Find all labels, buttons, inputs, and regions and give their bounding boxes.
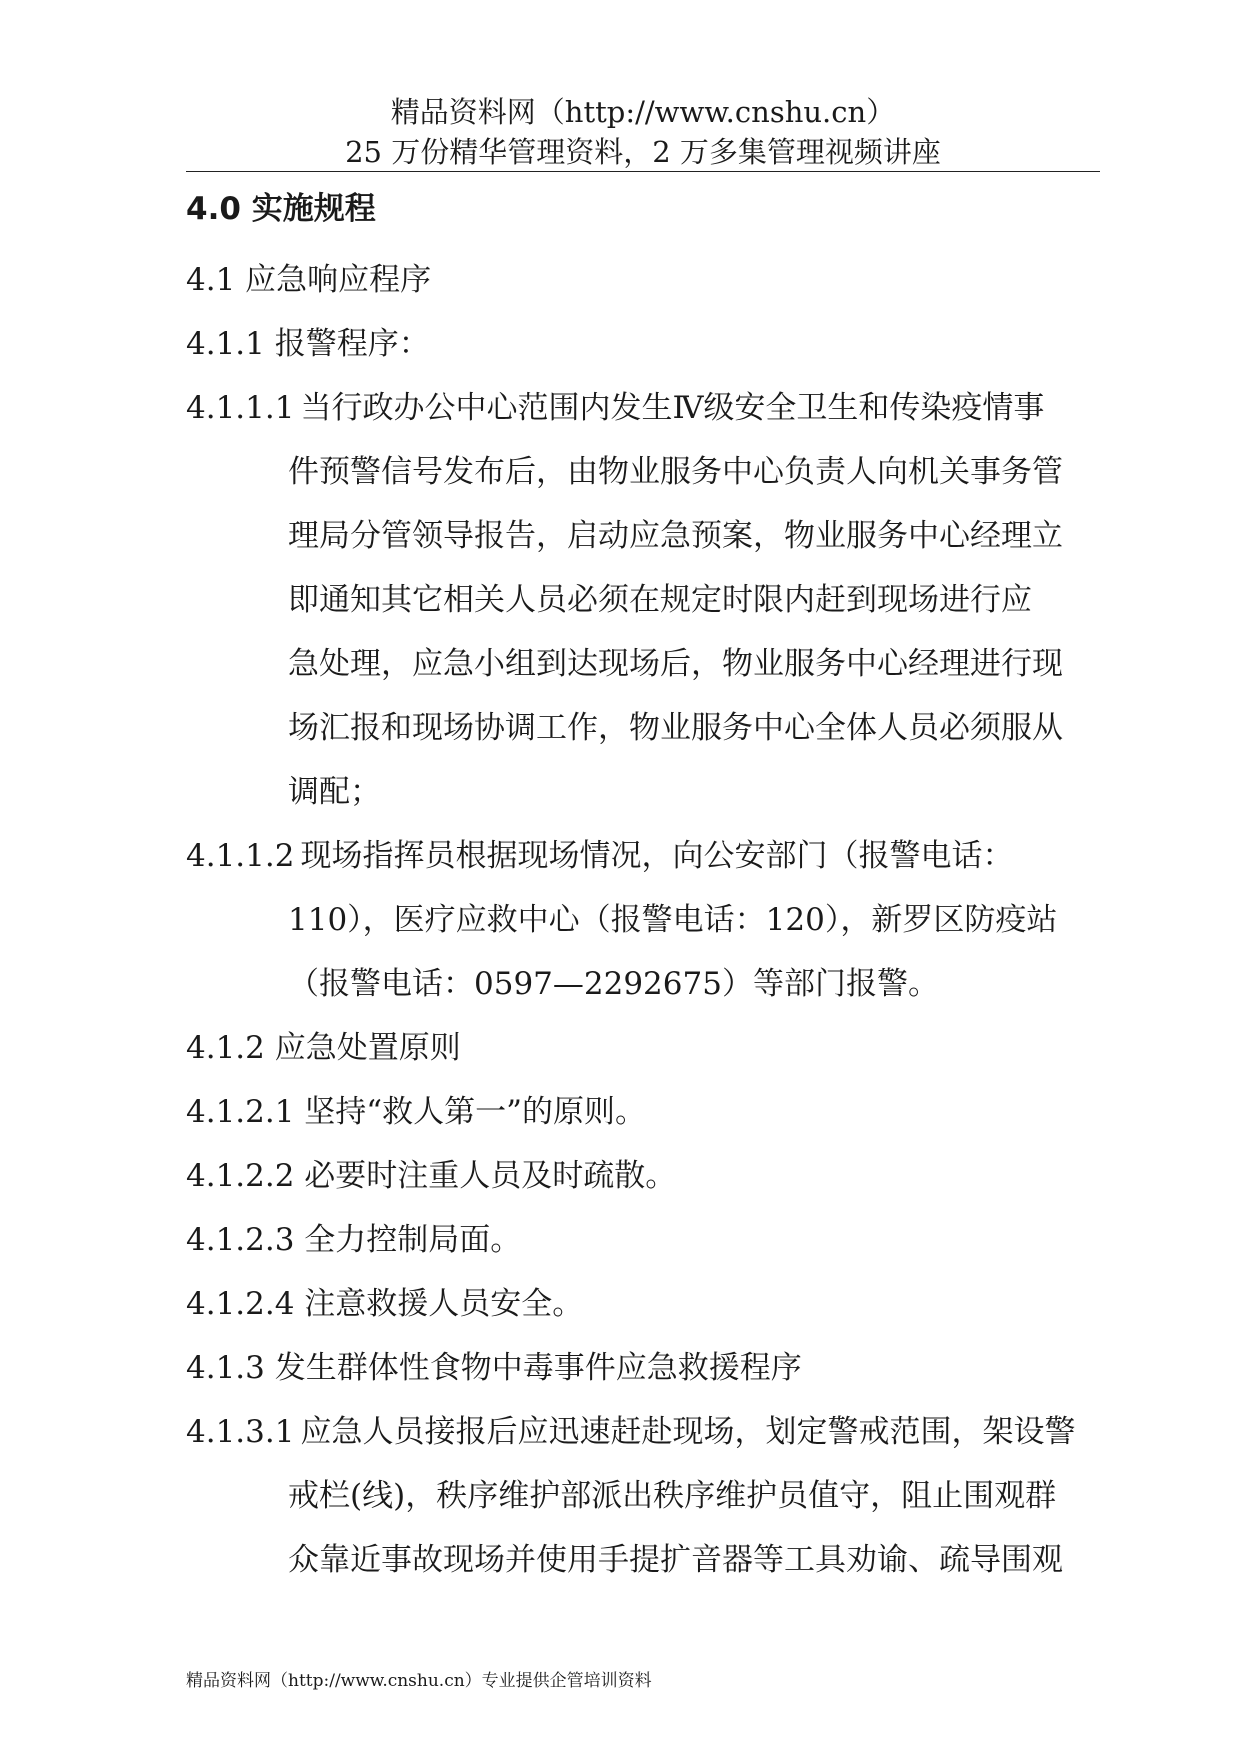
text-line: 场汇报和现场协调工作，物业服务中心全体人员必须服从 — [288, 710, 1063, 746]
text-line: 戒栏(线)，秩序维护部派出秩序维护员值守，阻止围观群 — [288, 1478, 1057, 1514]
text-line: 众靠近事故现场并使用手提扩音器等工具劝谕、疏导围观 — [288, 1542, 1063, 1578]
document-body — [186, 186, 1100, 1592]
clause-number: 4.1.1.1 — [186, 390, 295, 426]
text-line: 即通知其它相关人员必须在规定时限内赶到现场进行应 — [288, 582, 1032, 618]
paragraph-4-1-1-2 — [186, 824, 1100, 1016]
section-heading: 4.0 实施规程 — [186, 191, 376, 227]
section-4-1: 4.1 应急响应程序 — [186, 262, 432, 298]
clause-number: 4.1.3.1 — [186, 1414, 295, 1450]
text-line: 调配； — [288, 774, 381, 810]
section-4-1-2: 4.1.2 应急处置原则 — [186, 1030, 461, 1066]
text-line: 急处理，应急小组到达现场后，物业服务中心经理进行现 — [288, 646, 1063, 682]
clause-4-1-2-1: 4.1.2.1 坚持“救人第一”的原则。 — [186, 1094, 647, 1130]
paragraph-4-1-1-1 — [186, 376, 1100, 824]
header-slogan-line: 25 万份精华管理资料，2 万多集管理视频讲座 — [345, 135, 941, 169]
text-line: 理局分管领导报告，启动应急预案，物业服务中心经理立 — [288, 518, 1063, 554]
page-header — [186, 92, 1100, 172]
text-line: 现场指挥员根据现场情况，向公安部门（报警电话： — [300, 838, 1014, 874]
clause-4-1-2-3: 4.1.2.3 全力控制局面。 — [186, 1222, 522, 1258]
header-divider — [186, 171, 1100, 172]
clause-4-1-2-4: 4.1.2.4 注意救援人员安全。 — [186, 1286, 584, 1322]
header-site-line: 精品资料网（http://www.cnshu.cn） — [390, 95, 896, 129]
paragraph-4-1-3-1 — [186, 1400, 1100, 1592]
text-line: 当行政办公中心范围内发生Ⅳ级安全卫生和传染疫情事 — [300, 390, 1045, 426]
section-4-1-3: 4.1.3 发生群体性食物中毒事件应急救援程序 — [186, 1350, 802, 1386]
clause-4-1-2-2: 4.1.2.2 必要时注重人员及时疏散。 — [186, 1158, 677, 1194]
text-line: 110），医疗应救中心（报警电话：120），新罗区防疫站 — [288, 902, 1058, 938]
page-footer: 精品资料网（http://www.cnshu.cn）专业提供企管培训资料 — [186, 1671, 652, 1691]
text-line: （报警电话：0597—2292675）等部门报警。 — [288, 966, 939, 1002]
section-4-1-1: 4.1.1 报警程序： — [186, 326, 430, 362]
text-line: 件预警信号发布后，由物业服务中心负责人向机关事务管 — [288, 454, 1063, 490]
text-line: 应急人员接报后应迅速赶赴现场，划定警戒范围，架设警 — [300, 1414, 1076, 1450]
clause-number: 4.1.1.2 — [186, 838, 295, 874]
